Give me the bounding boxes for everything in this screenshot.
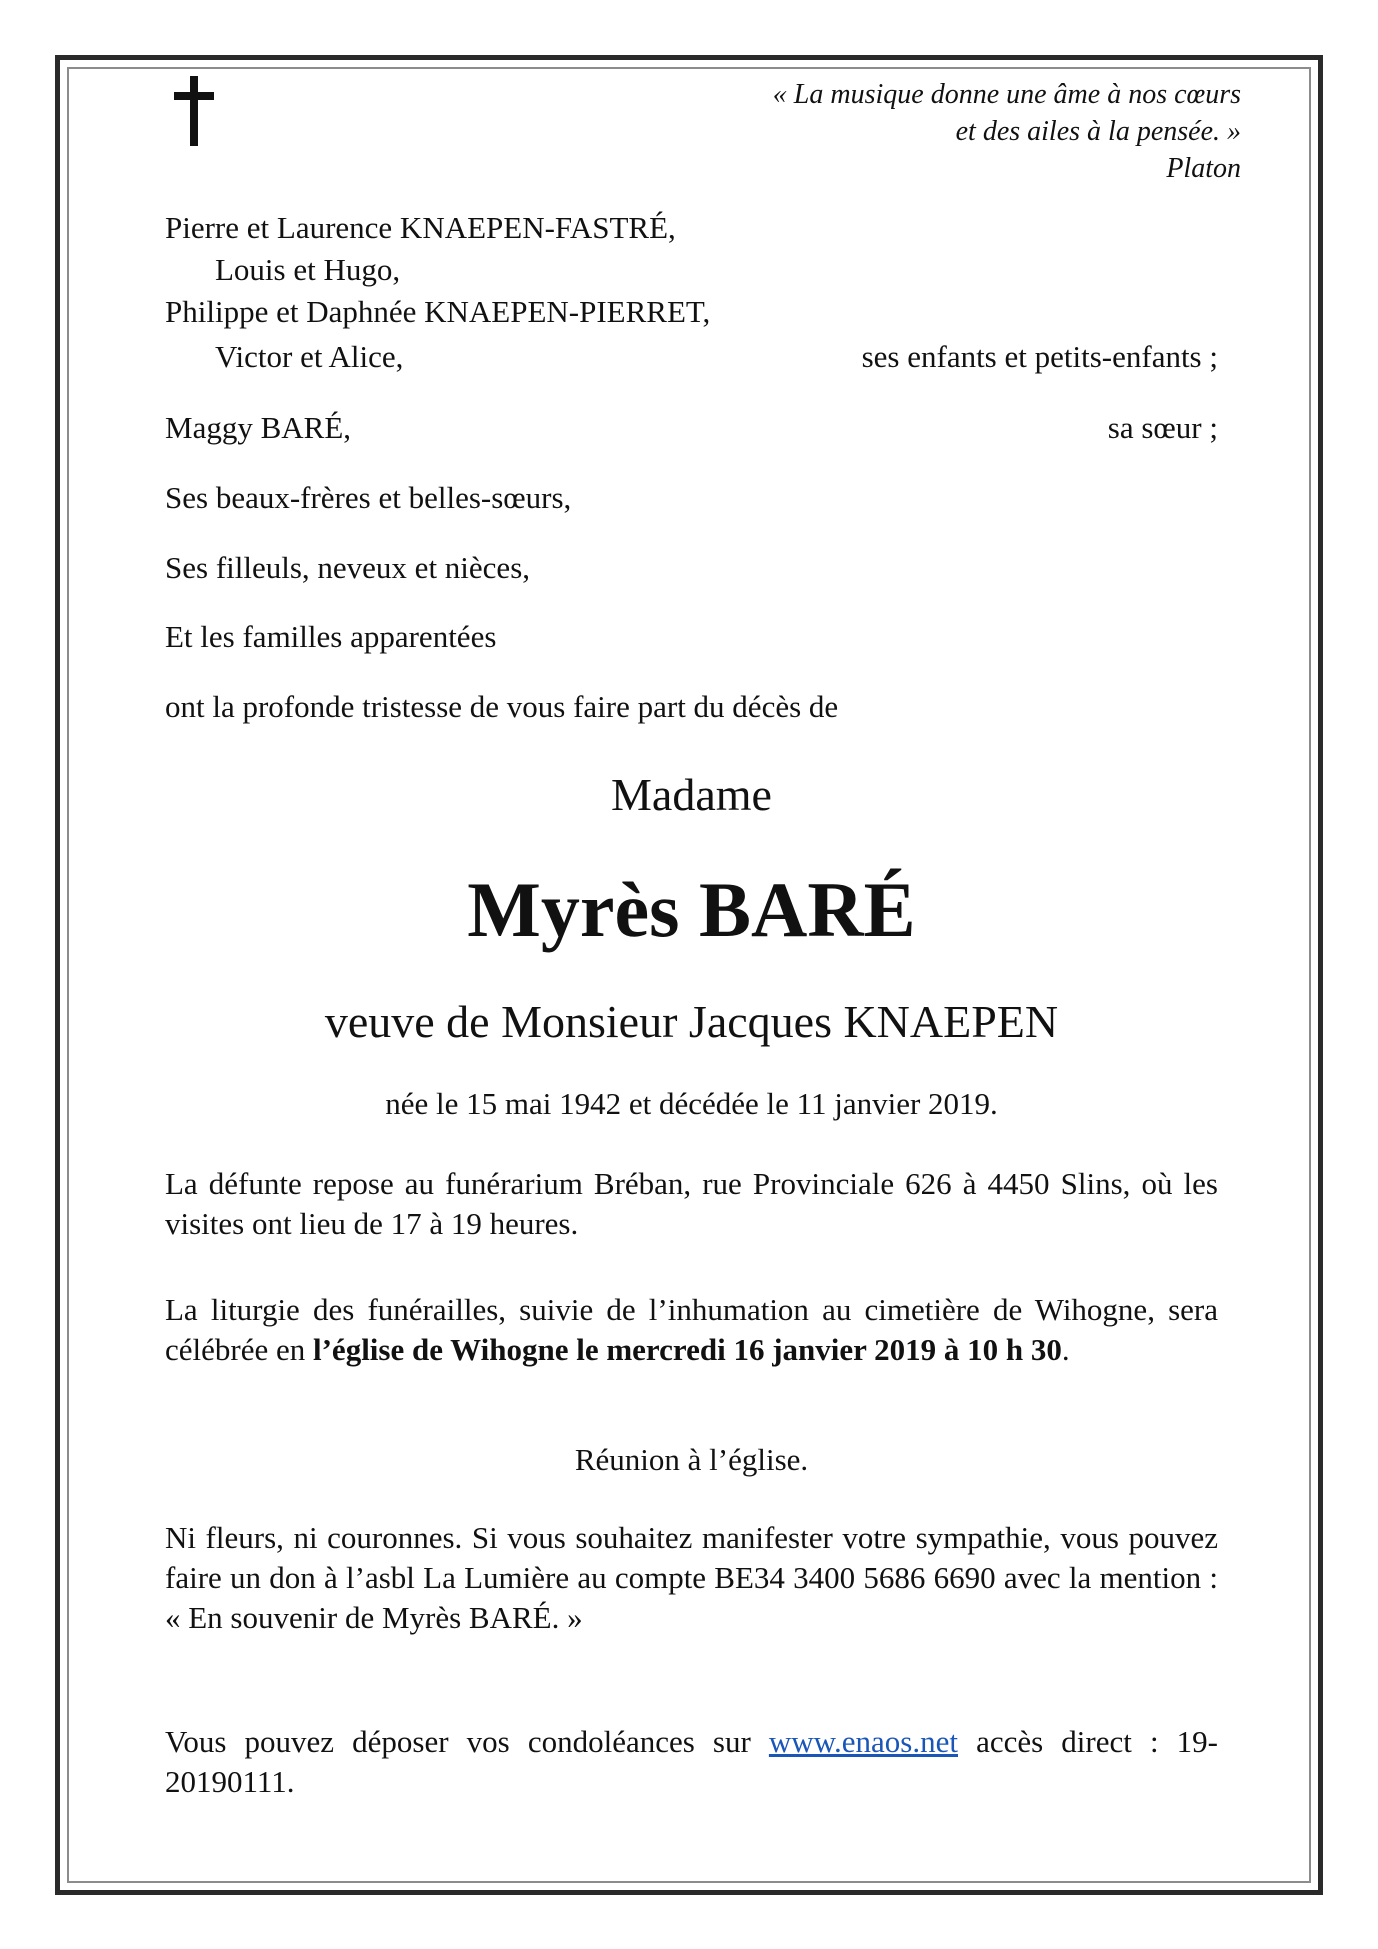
inlaws-line: Ses beaux-frères et belles-sœurs, bbox=[165, 480, 572, 515]
epigraph-quote bbox=[541, 76, 1241, 187]
quote-author: Platon bbox=[1166, 153, 1241, 184]
deceased-title: Madame bbox=[611, 769, 772, 820]
families-line: Et les familles apparentées bbox=[165, 619, 497, 654]
godchildren-line: Ses filleuls, neveux et nièces, bbox=[165, 550, 531, 585]
announce-line: ont la profonde tristesse de vous faire part du décès de bbox=[165, 689, 839, 724]
reunion-line: Réunion à l’église. bbox=[574, 1442, 809, 1477]
liturgy-paragraph bbox=[165, 1290, 1218, 1370]
deceased-widow: veuve de Monsieur Jacques KNAEPEN bbox=[324, 996, 1059, 1047]
relation-sister: sa sœur ; bbox=[1107, 410, 1218, 445]
family-line-4: Victor et Alice, bbox=[215, 339, 404, 374]
quote-line-2: et des ailes à la pensée. » bbox=[955, 116, 1241, 147]
family-line-3: Philippe et Daphnée KNAEPEN-PIERRET, bbox=[165, 294, 711, 329]
latin-cross-icon bbox=[172, 76, 216, 146]
condolences-text: Vous pouvez déposer vos condoléances sur bbox=[165, 1724, 769, 1759]
deceased-dates: née le 15 mai 1942 et décédée le 11 janvier 2019. bbox=[385, 1086, 998, 1121]
family-line-1: Pierre et Laurence KNAEPEN-FASTRÉ, bbox=[165, 210, 676, 245]
condolences-paragraph bbox=[165, 1722, 1218, 1802]
quote-line-1: « La musique donne une âme à nos cœurs bbox=[772, 79, 1241, 110]
sister-line: Maggy BARÉ, bbox=[165, 410, 351, 445]
condolences-link[interactable]: www.enaos.net bbox=[768, 1724, 958, 1759]
condolences-end: accès direct : 19-20190111. bbox=[165, 1724, 1218, 1799]
flowers-paragraph: Ni fleurs, ni couronnes. Si vous souhaitez manifester votre sympathie, vous pouvez faire un don à l’asbl La Lumière au compte BE34 3400 5686 6690 avec la mention : « En souvenir de Myrès BARÉ. » bbox=[165, 1520, 1218, 1635]
liturgy-text: La liturgie des funérailles, suivie de l’inhumation au cimetière de Wihogne, sera célébrée en bbox=[165, 1292, 1218, 1367]
liturgy-end: . bbox=[1061, 1332, 1070, 1367]
family-line-2: Louis et Hugo, bbox=[215, 252, 401, 287]
repose-paragraph: La défunte repose au funérarium Bréban, rue Provinciale 626 à 4450 Slins, où les visites ont lieu de 17 à 19 heures. bbox=[165, 1166, 1218, 1241]
relation-children: ses enfants et petits-enfants ; bbox=[861, 339, 1218, 374]
deceased-name: Myrès BARÉ bbox=[467, 866, 916, 953]
liturgy-bold: l’église de Wihogne le mercredi 16 janvier 2019 à 10 h 30 bbox=[313, 1332, 1062, 1367]
